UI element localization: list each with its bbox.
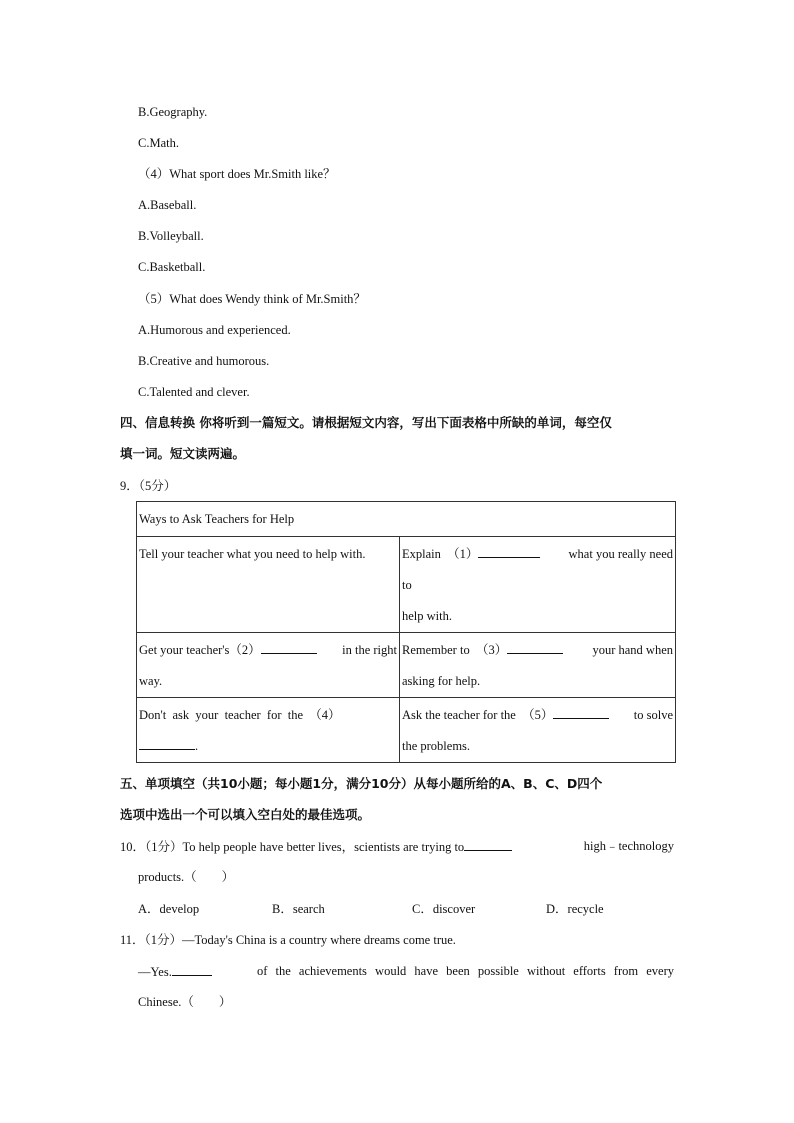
q3-option-b: B.Geography. bbox=[138, 105, 208, 119]
q4-option-b: B.Volleyball. bbox=[138, 229, 204, 243]
table-cell-r3-right: Ask the teacher for the （5） to solve the problems. bbox=[400, 698, 676, 763]
table-title: Ways to Ask Teachers for Help bbox=[137, 502, 676, 537]
table-cell-r2-right: Remember to （3） your hand when asking for help. bbox=[400, 633, 676, 698]
blank-1[interactable] bbox=[478, 545, 540, 558]
q4-option-c: C.Basketball. bbox=[138, 260, 206, 274]
q4-option-a: A.Baseball. bbox=[138, 198, 197, 212]
q10-stem-line1: 10．（1分）To help people have better lives，scientists are trying to high﹣technology bbox=[120, 839, 674, 854]
q10-blank[interactable] bbox=[464, 838, 512, 851]
q9-number: 9．（5分） bbox=[120, 479, 177, 493]
q5-option-c: C.Talented and clever. bbox=[138, 385, 250, 399]
section4-heading-line2: 填一词。短文读两遍。 bbox=[120, 446, 246, 461]
q10-option-d[interactable]: D．recycle bbox=[546, 902, 604, 916]
q10-option-b[interactable]: B．search bbox=[272, 902, 325, 916]
blank-4[interactable] bbox=[139, 737, 195, 750]
q10-option-c[interactable]: C．discover bbox=[412, 902, 476, 916]
table-cell-r1-right: Explain （1） what you really need to help with. bbox=[400, 537, 676, 633]
section5-heading-line1: 五、单项填空（共10小题；每小题1分，满分10分）从每小题所给的A、B、C、D四个 bbox=[120, 776, 603, 791]
info-table bbox=[136, 501, 676, 763]
table-cell-r2-left: Get your teacher's（2） in the right way. bbox=[137, 633, 400, 698]
table-cell-r1-left: Tell your teacher what you need to help with. bbox=[137, 537, 400, 633]
q3-option-c: C.Math. bbox=[138, 136, 179, 150]
table-cell-r3-left: Don't ask your teacher for the （4） . bbox=[137, 698, 400, 763]
section4-heading-line1: 四、信息转换 你将听到一篇短文。请根据短文内容，写出下面表格中所缺的单词，每空仅 bbox=[120, 415, 612, 430]
q11-blank[interactable] bbox=[172, 963, 212, 976]
q11-stem-line2: —Yes. of the achievements would have been possible without efforts from every bbox=[138, 964, 674, 979]
q10-stem-line2: products.（ ） bbox=[138, 870, 235, 884]
q11-stem-line3: Chinese.（ ） bbox=[138, 995, 232, 1009]
q5-option-a: A.Humorous and experienced. bbox=[138, 323, 291, 337]
q11-stem-line1: 11．（1分）—Today's China is a country where dreams come true. bbox=[120, 933, 456, 947]
blank-5[interactable] bbox=[553, 706, 609, 719]
q5-option-b: B.Creative and humorous. bbox=[138, 354, 270, 368]
q10-option-a[interactable]: A．develop bbox=[138, 902, 200, 916]
q5-question: （5）What does Wendy think of Mr.Smith？ bbox=[138, 292, 366, 306]
section5-heading-line2: 选项中选出一个可以填入空白处的最佳选项。 bbox=[120, 807, 371, 822]
blank-2[interactable] bbox=[261, 641, 317, 654]
q4-question: （4）What sport does Mr.Smith like？ bbox=[138, 167, 336, 181]
blank-3[interactable] bbox=[507, 641, 563, 654]
